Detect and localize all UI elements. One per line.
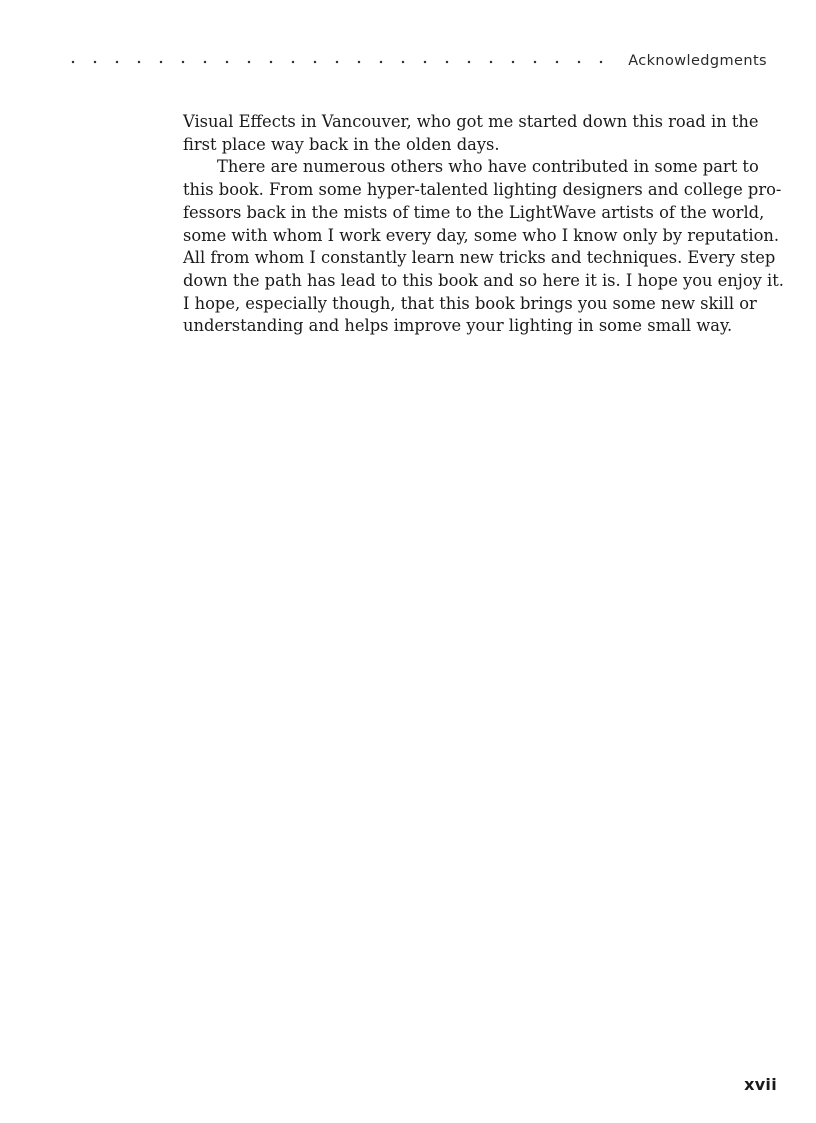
text-line: first place way back in the olden days. [183,134,500,154]
text-line: I hope, especially though, that this book brings you some new skill or [183,293,757,313]
text-line: down the path has lead to this book and so here it is. I hope you enjoy it. [183,270,784,290]
running-header [62,50,767,72]
dot-leader [62,60,612,64]
chapter-title: Acknowledgments [628,53,767,69]
text-line: some with whom I work every day, some who I know only by reputation. [183,225,780,245]
text-line: Visual Effects in Vancouver, who got me started down this road in the [183,112,759,131]
page-number: xvii [744,1075,777,1094]
text-line: All from whom I constantly learn new tricks and techniques. Every step [183,248,776,268]
text-line: fessors back in the mists of time to the LightWave artists of the world, [183,202,765,222]
paragraph-first-line: There are numerous others who have contributed in some part to [217,157,759,177]
body-text [183,111,784,338]
text-line: this book. From some hyper-talented lighting designers and college pro- [183,180,782,200]
text-line: understanding and helps improve your lighting in some small way. [183,316,733,336]
